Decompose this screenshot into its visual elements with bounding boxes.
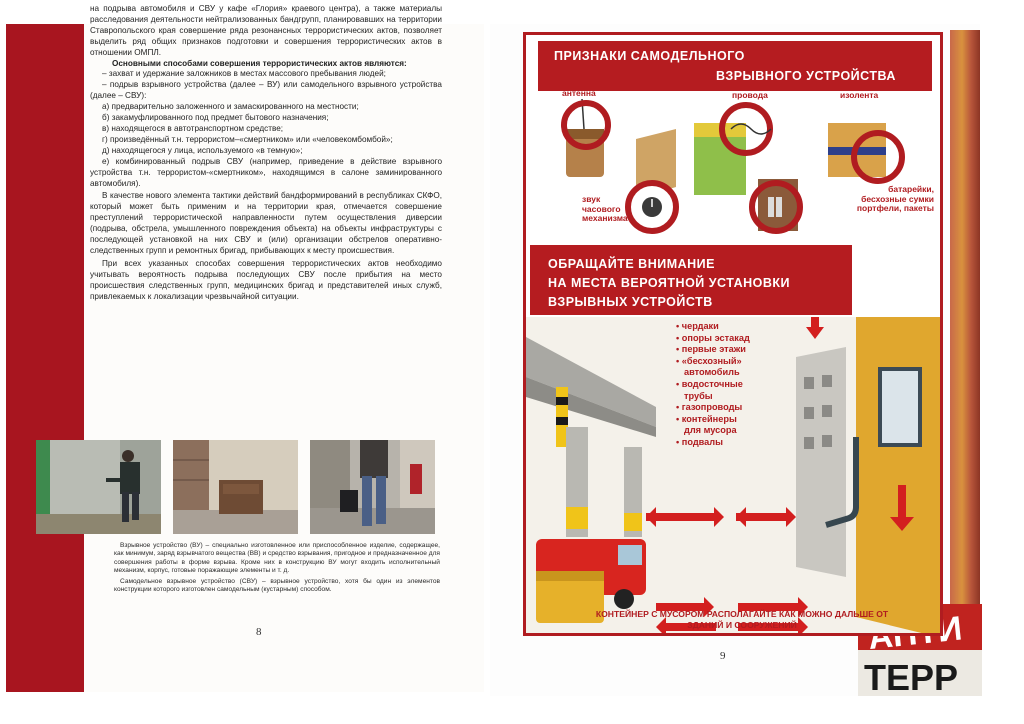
location-item: трубы: [684, 390, 713, 401]
likely-locations-list: [676, 321, 750, 449]
footnote-vu: Взрывное устройство (ВУ) – специально изготовленное или приспособленное изделие, содержащее, как минимум, заряд взрывчатого вещества (ВВ) и средство взрывания, пригодное и предназначенное для совершения работы в форме взрыва. Кроме них в конструкцию ВУ могут входить исполнительный механизм, корпус, готовые поражающие элементы и т. д.: [114, 542, 440, 575]
body-paragraph: г) произведённый т.н. террористом–«смертником» или «человекомбомбой»;: [102, 134, 393, 144]
left-red-band: [6, 24, 84, 692]
location-item: • подвалы: [676, 437, 750, 449]
left-page-body-text: [90, 4, 442, 302]
page-number-left: 8: [256, 626, 262, 638]
location-item: • газопроводы: [676, 402, 750, 414]
box-with-tape-icon: [828, 123, 902, 181]
photo-sapper-inspecting: [36, 440, 161, 534]
location-item: автомобиль: [684, 367, 740, 378]
poster-title: [538, 41, 932, 91]
body-paragraph: в) находящегося в автотранспортном средстве;: [102, 123, 284, 133]
location-item: • контейнеры: [676, 414, 750, 426]
book-with-batteries-icon: [752, 179, 800, 231]
ied-items-illustration: [526, 89, 943, 249]
body-paragraph: на подрыва автомобиля и СВУ у кафе «Глория» краевого центра), а также материалы расследования деятельности нейтрализованных бандгрупп, планировавших на территории Ставропольского края совершение ряда резонансных террористических актов, позволяет выделить ряд общих признаков подготовки и совершения террористических актов в отношении ОМПЛ.: [90, 4, 442, 57]
body-paragraph: е) комбинированный подрыв СВУ (например, приведение в действие взрывного устройства т.н. террористом-«смертником», находящимся в салоне заминированного автомобиля).: [90, 156, 442, 188]
label-antenna: антенна: [562, 88, 596, 98]
photo-suspicious-bag: [173, 440, 298, 534]
body-paragraph: д) находящегося у лица, используемого «в темную»;: [102, 145, 303, 155]
attention-line-2: НА МЕСТА ВЕРОЯТНОЙ УСТАНОВКИ: [548, 276, 791, 290]
label-insulating-tape: изолента: [840, 90, 879, 100]
label-batteries-bags: батарейки, бесхозные сумки портфели, пакеты: [856, 184, 934, 213]
location-item: • чердаки: [676, 321, 750, 333]
location-item: • первые этажи: [676, 344, 750, 356]
building-yellow: [856, 317, 943, 636]
body-heading: Основными способами совершения террористических актов являются:: [112, 58, 407, 68]
building-gray: [796, 347, 846, 577]
ied-signs-poster: [523, 32, 943, 636]
photo-person-with-bag: [310, 440, 435, 534]
container-placement-note: КОНТЕЙНЕР С МУСОРОМ РАСПОЛАГАЙТЕ КАК МОЖНО ДАЛЬШЕ ОТ ЗДАНИЙ И СООРУЖЕНИЙ: [595, 609, 889, 630]
attention-line-1: ОБРАЩАЙТЕ ВНИМАНИЕ: [548, 257, 715, 271]
body-paragraph: – подрыв взрывного устройства (далее – ВУ) или самодельного взрывного устройства (далее – СВУ):: [90, 80, 442, 101]
body-paragraph: При всех указанных способах совершения террористических актов необходимо учитывать вероятность подрыва последующих СВУ после прибытия на место происшествия следственных групп, медицинских бригад и представителей иных служб, привлекаемых к локализации чрезвычайной ситуации.: [90, 258, 442, 301]
location-item: • опоры эстакад: [676, 333, 750, 345]
footnotes: [114, 542, 440, 596]
poster-title-line-1: ПРИЗНАКИ САМОДЕЛЬНОГО: [554, 49, 745, 63]
poster-title-line-2: ВЗРЫВНОГО УСТРОЙСТВА: [716, 69, 896, 83]
location-item: для мусора: [684, 425, 737, 436]
footnote-svu: Самодельное взрывное устройство (СВУ) – взрывное устройство, хотя бы один из элементов конструкции которого изготовлен самодельным (кустарным) способом.: [114, 577, 440, 594]
label-clock-sound: звук часового механизма: [582, 194, 628, 223]
attention-line-3: ВЗРЫВНЫХ УСТРОЙСТВ: [548, 295, 713, 309]
body-paragraph: В качестве нового элемента тактики действий бандформирований в республиках СКФО, который может быть применим и на территории края, отмечается совершение преступлений террористической направленности путем осуществления диверсии (подрыва, обстрела, умышленного повреждения объекта) на объекты инфраструктуры с последующей установкой на них СВУ и (или) организации обстрелов оперативно-следственных групп и ремонтных бригад, прибывающих к месту происшествия.: [90, 191, 442, 255]
location-item: • «бесхозный»: [676, 356, 750, 368]
location-item: • водосточные: [676, 379, 750, 391]
box-with-clock-icon: [628, 129, 676, 231]
can-with-antenna-icon: [564, 99, 608, 177]
attention-banner: [530, 245, 852, 315]
body-paragraph: а) предварительно заложенного и замаскированного на местности;: [102, 102, 359, 112]
body-paragraph: – захват и удержание заложников в местах массового пребывания людей;: [102, 69, 386, 79]
body-paragraph: б) закамуфлированного под предмет бытового назначения;: [102, 113, 329, 123]
page-number-right: 9: [720, 650, 726, 662]
svg-text:ТЕРР: ТЕРР: [864, 657, 959, 696]
label-wires: провода: [732, 90, 768, 100]
underlying-page-edge: [950, 30, 980, 690]
